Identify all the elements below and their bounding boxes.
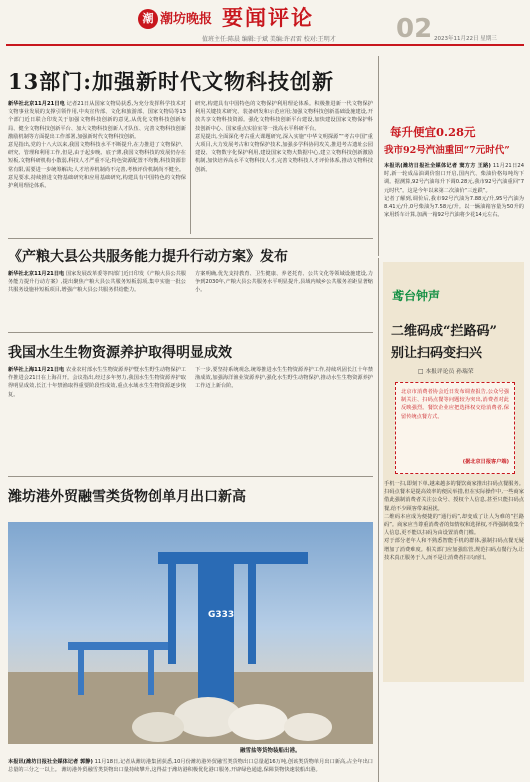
article2-col2 [195, 270, 373, 328]
crane-label: G333 [208, 610, 235, 620]
article3-dateline: 新华社上海11月21日电 [8, 367, 65, 373]
photo-caption: 融雪盐等货物装船出港。 [240, 748, 301, 754]
commentary-title-line2: 别让扫码变扫兴 [391, 346, 483, 361]
article2-title: 《产粮大县公共服务能力提升行动方案》发布 [8, 249, 288, 265]
column-divider [190, 100, 191, 234]
article2-text-1: 国家发展改革委等四部门近日印发《产粮大县公共服务能力提升行动方案》,提出聚焦产粮大县公共服务短板弱项,集中实施一批公共服务设施补短板项目,增强产粮大县公共服务供给能力。 [8, 271, 186, 294]
section-divider [8, 476, 373, 477]
lead-article-text-1: 记者21日从国家文物局获悉,为充分发挥科学技术对文物事业发展的支撑引领作用,中央宣传部、文化和旅游部、国家文物局等13个部门近日联合印发关于加强文物科技创新的意见,从优化文物科技创新布局、健全文物科技创新平台、加大文物科技创新人才队伍、完善文物科技创新激励机制等方面提出工作部署,加强新时代文物科技创新。 [8, 101, 186, 140]
article4-title: 潍坊港外贸融雪类货物创单月出口新高 [8, 489, 246, 505]
article2-col1 [8, 270, 186, 328]
lead-article-col1 [8, 100, 186, 232]
commentary-column-name: 鸢台钟声 [392, 289, 441, 303]
lead-article-title: 13部门:加强新时代文物科技创新 [8, 69, 334, 94]
issue-date: 2023年11月22日 星期三 [434, 36, 497, 42]
article2-text-2: 方案明确,优先支持教育、卫生健康、养老托育、公共文化等领域设施建设,力争到2030年,产粮大县公共服务水平明显提升,县域内城乡公共服务差距显著缩小。 [195, 271, 373, 294]
newspaper-name: 潮坊晚报 [160, 12, 213, 27]
article4-text-1: 11月18日,记者从潍坊港集团获悉,10月份潍坊港外贸融雪类货物出口总量超16万吨,创该类货物单月出口新高,占全年出口总量的三分之一以上。 [8, 759, 373, 774]
newspaper-logo-icon: 潮 [138, 9, 158, 29]
article3-text-1: 农业农村部水生生物资源养护暨水生野生动物保护工作推进会21日在上海召开。会议指出,经过多年努力,我国水生生物资源养护取得明显成效,长江十年禁渔取得重要阶段性成效,重点水域水生生物资源逐步恢复。 [8, 367, 186, 398]
side-headline-text-2: 记者了解到,调价后,我市92号汽油为7.88元/升,95号汽油为8.41元/升,0号柴油为7.58元/升。以一辆油箱容量为50升的家用轿车计算,加满一箱92号汽油将少花14元左右。 [384, 195, 524, 219]
article4-text-2: 潍坊港外贸融雪类货物出口量持续攀升,这得益于潍坊港积极优化港口服务,开辟绿色通道,保障货物快速装船出港。 [61, 767, 321, 774]
commentary-body [384, 480, 524, 782]
column-divider [378, 258, 379, 782]
article4-byline: 本报讯(潍坊日报社全媒体记者 郭静) [8, 759, 93, 765]
masthead-divider [6, 44, 524, 46]
article3-col2 [195, 366, 373, 440]
article3-text-2: 下一步,要坚持系统观念,统筹推进水生生物资源养护工作,持续巩固长江十年禁渔成效,加强海洋渔业资源养护,强化水生野生动物保护,推动水生生物资源养护工作迈上新台阶。 [195, 367, 373, 390]
commentary-text-2: 二维码本应成为便捷的“通行码”,却变成了让人为难的“拦路码”。商家应当尊重消费者的知情权和选择权,不得强制收集个人信息,更不能以扫码为由设置消费门槛。 [384, 513, 524, 537]
side-headline-line1: 每升便宜0.28元 [390, 125, 476, 139]
section-title: 要闻评论 [222, 5, 314, 30]
side-headline-body [384, 162, 524, 256]
side-headline-line2: 我市92号汽油重回“7元时代” [384, 145, 510, 156]
section-divider [8, 238, 373, 239]
commentary-text-1: 手机一扫,即刻下单,越来越多的餐饮商家推出扫码点餐服务。扫码点餐本是提高效率的便民举措,但在实际操作中,一些商家借此强制消费者关注公众号、授权个人信息,甚至只能扫码点餐,给不少顾客带来困扰。 [384, 481, 524, 512]
commentary-byline: □ 本报评论员 孙瑞荣 [418, 369, 474, 375]
article3-title: 我国水生生物资源养护取得明显成效 [8, 345, 232, 361]
side-headline-text-1: 11月21日24时,新一轮成品油调价窗口开启,国内汽、柴油价格每吨均下调。据测算,92号汽油每升下调0.28元,我市92号汽油重回“7元时代”。这是今年以来第二次油价“三连跌”。 [384, 163, 524, 194]
lead-article-text-5: 意见提出,全面深化考古重大课题研究,深入实施“中华文明探源”“考古中国”重大项目,大力发展考古和文物保护技术,加强多学科协同攻关,推进考古遗址公园建设、文物数字化保护利用,建设国家文物大数据中心,建立文物科技创新激励机制,加快培养高水平文物科技人才,完善文物科技人才评价体系,推动文物科技创新。 [195, 133, 373, 173]
article4-body [8, 758, 373, 782]
section-divider [8, 332, 373, 333]
lead-article-dateline: 新华社北京11月21日电 [8, 101, 65, 107]
port-crane-image [8, 522, 373, 755]
lead-article-text-2: 意见指出,党的十八大以来,我国文物科技水平不断提升,在力推进了文物保护、研究、管理和利用工作,但是,由于起步晚、底子薄,我国文物科技的发展仍存在短板,文物科研机构小散弱,科技人才严重不足;特色资源配置不均衡,科技资源非常有限,需要进一步统筹解决;人才培养机制尚不完善,考核评价机制尚不健全。 [8, 142, 186, 173]
commentary-title-line1: 二维码成“拦路码” [391, 324, 497, 339]
side-headline-byline: 本报讯(潍坊日报社全媒体记者 窦方方 王路) [384, 163, 491, 169]
editor-credits: 值班主任:陈晨 编辑:于斌 美编:许君雷 校对:王明才 [202, 36, 336, 43]
article2-dateline: 新华社北京11月21日电 [8, 271, 65, 277]
port-photo [8, 522, 373, 755]
article3-col1 [8, 366, 186, 440]
lead-article-text-3: 意见要求,持续推进文物基础研究和应用基础研究,构建具有中国特色的文物保护利用理论体系。 [8, 174, 186, 190]
notice-box [395, 382, 515, 474]
column-divider [378, 56, 379, 256]
lead-article-col2 [195, 100, 373, 232]
masthead [0, 0, 530, 44]
lead-article-text-4: 研究,构建具有中国特色的文物保护利用理论体系。积极推进新一代文物保护利用关键技术研究、装备研发和示范应用;加强文物科技创新基础设施建设,开放共享文物科技资源。强化文物科技创新平台建设,加快建设国家文物保护科技创新中心、国家重点实验室等一批高水平科研平台。 [195, 101, 373, 132]
notice-text: 北京市消费者协会近日发布调查报告,公众号强制关注、扫码点餐等问题较为突出,消费者对此反映强烈。餐饮企业应把选择权交给消费者,保留传统点餐方式。 [401, 389, 509, 420]
notice-source: (据北京日报客户端) [462, 459, 509, 465]
commentary-text-3: 对于部分老年人和不熟悉智能手机的群体,强制扫码点餐无疑增加了消费难度。相关部门应加强监管,规范扫码点餐行为,让技术真正服务于人,而不是让消费者扫兴而归。 [384, 538, 524, 561]
page-number: 02 [396, 14, 433, 44]
